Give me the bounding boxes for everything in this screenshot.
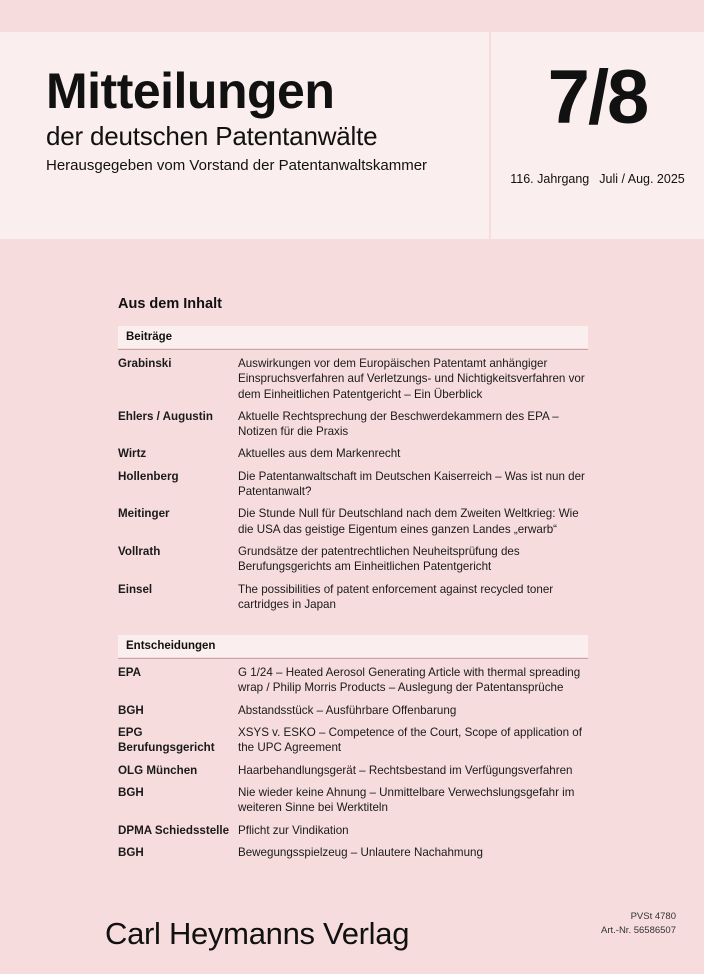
toc-entry[interactable] — [118, 506, 588, 544]
toc-entry-title: Auswirkungen vor dem Europäischen Patentamt anhängiger Einspruchsverfahren auf Verletzungs- und Nichtigkeitsverfahren vor dem Einheitlichen Patentgericht – Ein Überblick — [238, 357, 585, 401]
article-number: Art.-Nr. 56586507 — [601, 925, 676, 937]
toc-entry-title: Pflicht zur Vindikation — [238, 823, 349, 837]
issue-meta — [491, 172, 704, 186]
masthead-issue-block — [491, 32, 704, 239]
toc-section-header-entscheidungen: Entscheidungen — [118, 635, 588, 657]
toc-entry-author: EPA — [118, 666, 141, 680]
toc-entry-title: Bewegungsspielzeug – Unlautere Nachahmung — [238, 845, 483, 859]
masthead-title-block — [0, 32, 489, 239]
toc-entry[interactable] — [118, 785, 588, 823]
toc-entry-author: BGH — [118, 845, 144, 859]
toc-entry[interactable] — [118, 763, 588, 785]
toc-heading: Aus dem Inhalt — [118, 296, 222, 312]
toc-entry[interactable] — [118, 356, 588, 409]
toc-entry-author: BGH — [118, 785, 144, 799]
toc-entry-title: Die Stunde Null für Deutschland nach dem Zweiten Weltkrieg: Wie die USA das geistige Eigentum eines ganzen Landes „erwarb“ — [238, 507, 579, 536]
issue-volume: 116. Jahrgang — [510, 172, 590, 186]
toc-entry-title: G 1/24 – Heated Aerosol Generating Article with thermal spreading wrap / Philip Morris Products – Auslegung der Patentansprüche — [238, 666, 581, 695]
masthead — [0, 32, 704, 239]
toc-entry[interactable] — [118, 409, 588, 447]
toc-entry[interactable] — [118, 845, 588, 867]
issue-date: Juli / Aug. 2025 — [599, 172, 685, 186]
toc-entry-author: DPMA Schiedsstelle — [118, 823, 230, 837]
toc-entry-title: Aktuelles aus dem Markenrecht — [238, 447, 401, 461]
toc-entry-title: Aktuelle Rechtsprechung der Beschwerdekammern des EPA – Notizen für die Praxis — [238, 409, 559, 439]
toc-entry[interactable] — [118, 582, 588, 620]
toc-entry-author: BGH — [118, 703, 144, 717]
postal-code: PVSt 4780 — [630, 911, 676, 923]
toc-entry-author: Meitinger — [118, 507, 170, 521]
toc-section-gap — [118, 619, 588, 635]
toc-section-rule — [118, 658, 588, 659]
journal-subtitle: der deutschen Patentanwälte — [46, 121, 378, 151]
toc-entry-author: Vollrath — [118, 544, 161, 558]
toc-entry-title: The possibilities of patent enforcement against recycled toner cartridges in Japan — [238, 582, 554, 611]
toc-entry[interactable] — [118, 703, 588, 725]
toc-entry[interactable] — [118, 665, 588, 703]
toc-entry-title: Nie wieder keine Ahnung – Unmittelbare Verwechslungsgefahr im weiteren Sinne bei Werktiteln — [238, 785, 575, 815]
toc-section-header-beitraege: Beiträge — [118, 326, 588, 348]
journal-title: Mitteilungen — [46, 63, 335, 119]
toc-entry-title: Haarbehandlungsgerät – Rechtsbestand im Verfügungsverfahren — [238, 763, 573, 777]
toc-entry-author: OLG München — [118, 763, 198, 777]
toc-entry-author: Einsel — [118, 582, 153, 596]
toc-entry-author: Hollenberg — [118, 469, 179, 483]
toc-entry[interactable] — [118, 725, 588, 763]
footer-codes — [601, 910, 676, 938]
toc-entry[interactable] — [118, 469, 588, 507]
issue-number: 7/8 — [547, 55, 648, 140]
toc-entry-title: XSYS v. ESKO – Competence of the Court, Scope of application of the UPC Agreement — [238, 726, 582, 755]
toc-entry[interactable] — [118, 446, 588, 468]
footer — [0, 884, 704, 974]
toc-section-rule — [118, 349, 588, 350]
toc-list-entscheidungen — [118, 665, 588, 867]
toc-list-beitraege — [118, 356, 588, 619]
toc-entry-author: Wirtz — [118, 447, 147, 461]
journal-publisher-note: Herausgegeben vom Vorstand der Patentanwaltskammer — [46, 156, 428, 174]
toc-entry[interactable] — [118, 544, 588, 582]
toc-entry-title: Abstandsstück – Ausführbare Offenbarung — [238, 703, 457, 717]
toc-entry-author: Ehlers / Augustin — [118, 409, 213, 423]
toc-entry[interactable] — [118, 823, 588, 845]
table-of-contents — [118, 296, 588, 867]
toc-entry-author: EPG Berufungsgericht — [118, 726, 215, 755]
publisher-name: Carl Heymanns Verlag — [105, 916, 410, 951]
toc-entry-title: Die Patentanwaltschaft im Deutschen Kaiserreich – Was ist nun der Patentanwalt? — [238, 469, 585, 499]
toc-entry-author: Grabinski — [118, 357, 172, 370]
toc-entry-title: Grundsätze der patentrechtlichen Neuheitsprüfung des Berufungsgerichts am Einheitlichen Patentgericht — [238, 544, 520, 574]
